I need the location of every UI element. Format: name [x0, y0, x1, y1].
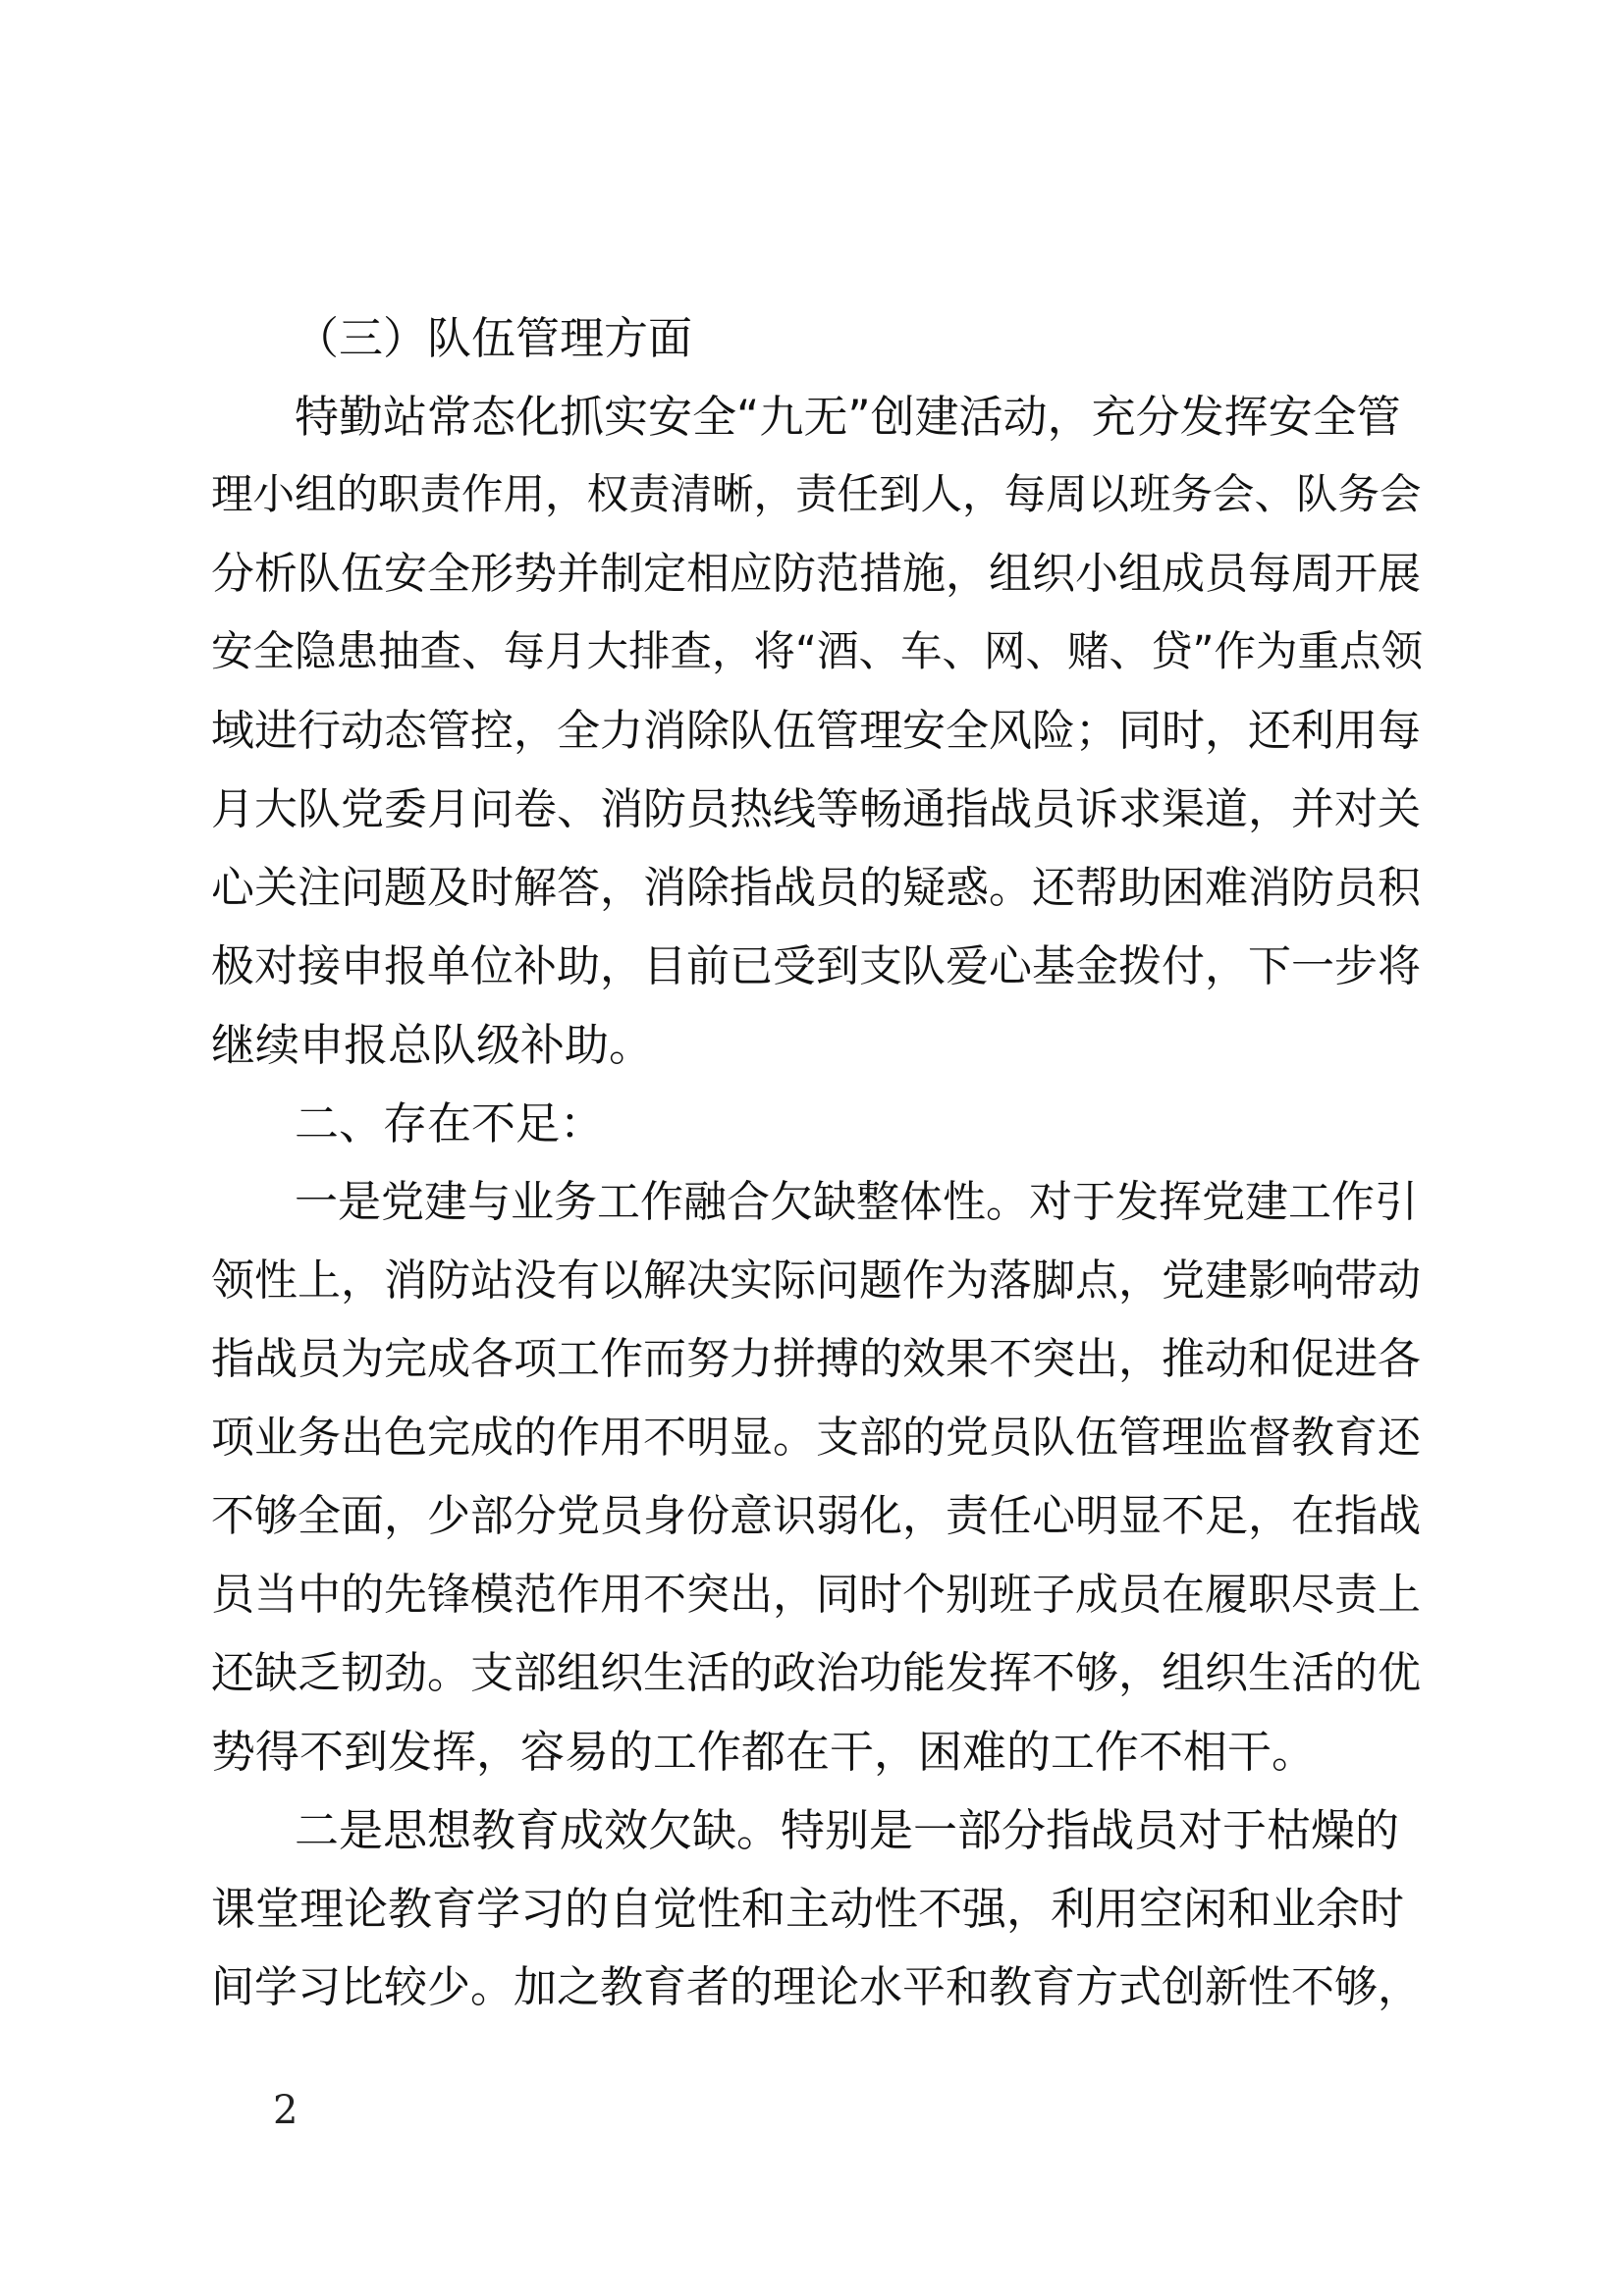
- paragraph-text: 项业务出色完成的作用不明显。支部的党员队伍管理监督教育还: [211, 1413, 1421, 1463]
- paragraph-line: [0, 535, 1624, 614]
- paragraph-line: [0, 1713, 1624, 1791]
- paragraph-line: [0, 378, 1624, 456]
- paragraph-line: [0, 849, 1624, 928]
- page-number: 2: [273, 2088, 298, 2133]
- section-heading-text: （三）队伍管理方面: [295, 312, 693, 364]
- paragraph-line: [0, 456, 1624, 535]
- section-heading: [0, 299, 1624, 378]
- paragraph-line: [0, 1870, 1624, 1949]
- paragraph-text: 域进行动态管控，全力消除队伍管理安全风险；同时，还利用每: [211, 706, 1421, 756]
- paragraph-text: 分析队伍安全形势并制定相应防范措施，组织小组成员每周开展: [211, 549, 1421, 599]
- paragraph-text: 安全隐患抽查、每月大排查，将“酒、车、网、赌、贷”作为重点领: [211, 628, 1424, 676]
- paragraph-line: [0, 1163, 1624, 1242]
- paragraph-text: 理小组的职责作用，权责清晰，责任到人，每周以班务会、队务会: [211, 471, 1422, 519]
- paragraph-line: [0, 771, 1624, 849]
- paragraph-line: [0, 614, 1624, 692]
- paragraph-text: 员当中的先锋模范作用不突出，同时个别班子成员在履职尽责上: [211, 1570, 1421, 1620]
- paragraph-line: [0, 1399, 1624, 1477]
- paragraph-text: 领性上，消防站没有以解决实际问题作为落脚点，党建影响带动: [211, 1255, 1421, 1306]
- paragraph-text: 月大队党委月问卷、消防员热线等畅通指战员诉求渠道，并对关: [211, 784, 1421, 834]
- paragraph-text: 二是思想教育成效欠缺。特别是一部分指战员对于枯燥的: [295, 1804, 1400, 1856]
- paragraph-line: [0, 692, 1624, 771]
- part-heading-text: 二、存在不足：: [295, 1097, 605, 1149]
- paragraph-text: 指战员为完成各项工作而努力拼搏的效果不突出，推动和促进各: [211, 1334, 1421, 1384]
- paragraph-text: 心关注问题及时解答，消除指战员的疑惑。还帮助困难消防员积: [211, 863, 1421, 913]
- paragraph-line: [0, 1320, 1624, 1399]
- paragraph-text: 势得不到发挥，容易的工作都在干，困难的工作不相干。: [211, 1726, 1317, 1778]
- part-heading: [0, 1085, 1624, 1163]
- paragraph-text: 继续申报总队级补助。: [211, 1019, 654, 1071]
- paragraph-text: 极对接申报单位补助，目前已受到支队爱心基金拨付，下一步将: [211, 941, 1421, 991]
- paragraph-text: 还缺乏韧劲。支部组织生活的政治功能发挥不够，组织生活的优: [211, 1648, 1421, 1698]
- paragraph-line: [0, 1242, 1624, 1320]
- paragraph-text: 课堂理论教育学习的自觉性和主动性不强，利用空闲和业余时: [211, 1883, 1405, 1935]
- paragraph-line: [0, 1949, 1624, 2027]
- paragraph-line: [0, 1791, 1624, 1870]
- paragraph-text: 一是党建与业务工作融合欠缺整体性。对于发挥党建工作引: [295, 1177, 1418, 1227]
- paragraph-text: 不够全面，少部分党员身份意识弱化，责任心明显不足，在指战: [211, 1491, 1421, 1541]
- paragraph-line: [0, 1634, 1624, 1713]
- paragraph-line: [0, 1006, 1624, 1085]
- paragraph-text: 间学习比较少。加之教育者的理论水平和教育方式创新性不够，: [211, 1962, 1421, 2012]
- paragraph-text: 特勤站常态化抓实安全“九无”创建活动，充分发挥安全管: [295, 391, 1401, 443]
- paragraph-line: [0, 1556, 1624, 1634]
- paragraph-line: [0, 1477, 1624, 1556]
- paragraph-line: [0, 928, 1624, 1006]
